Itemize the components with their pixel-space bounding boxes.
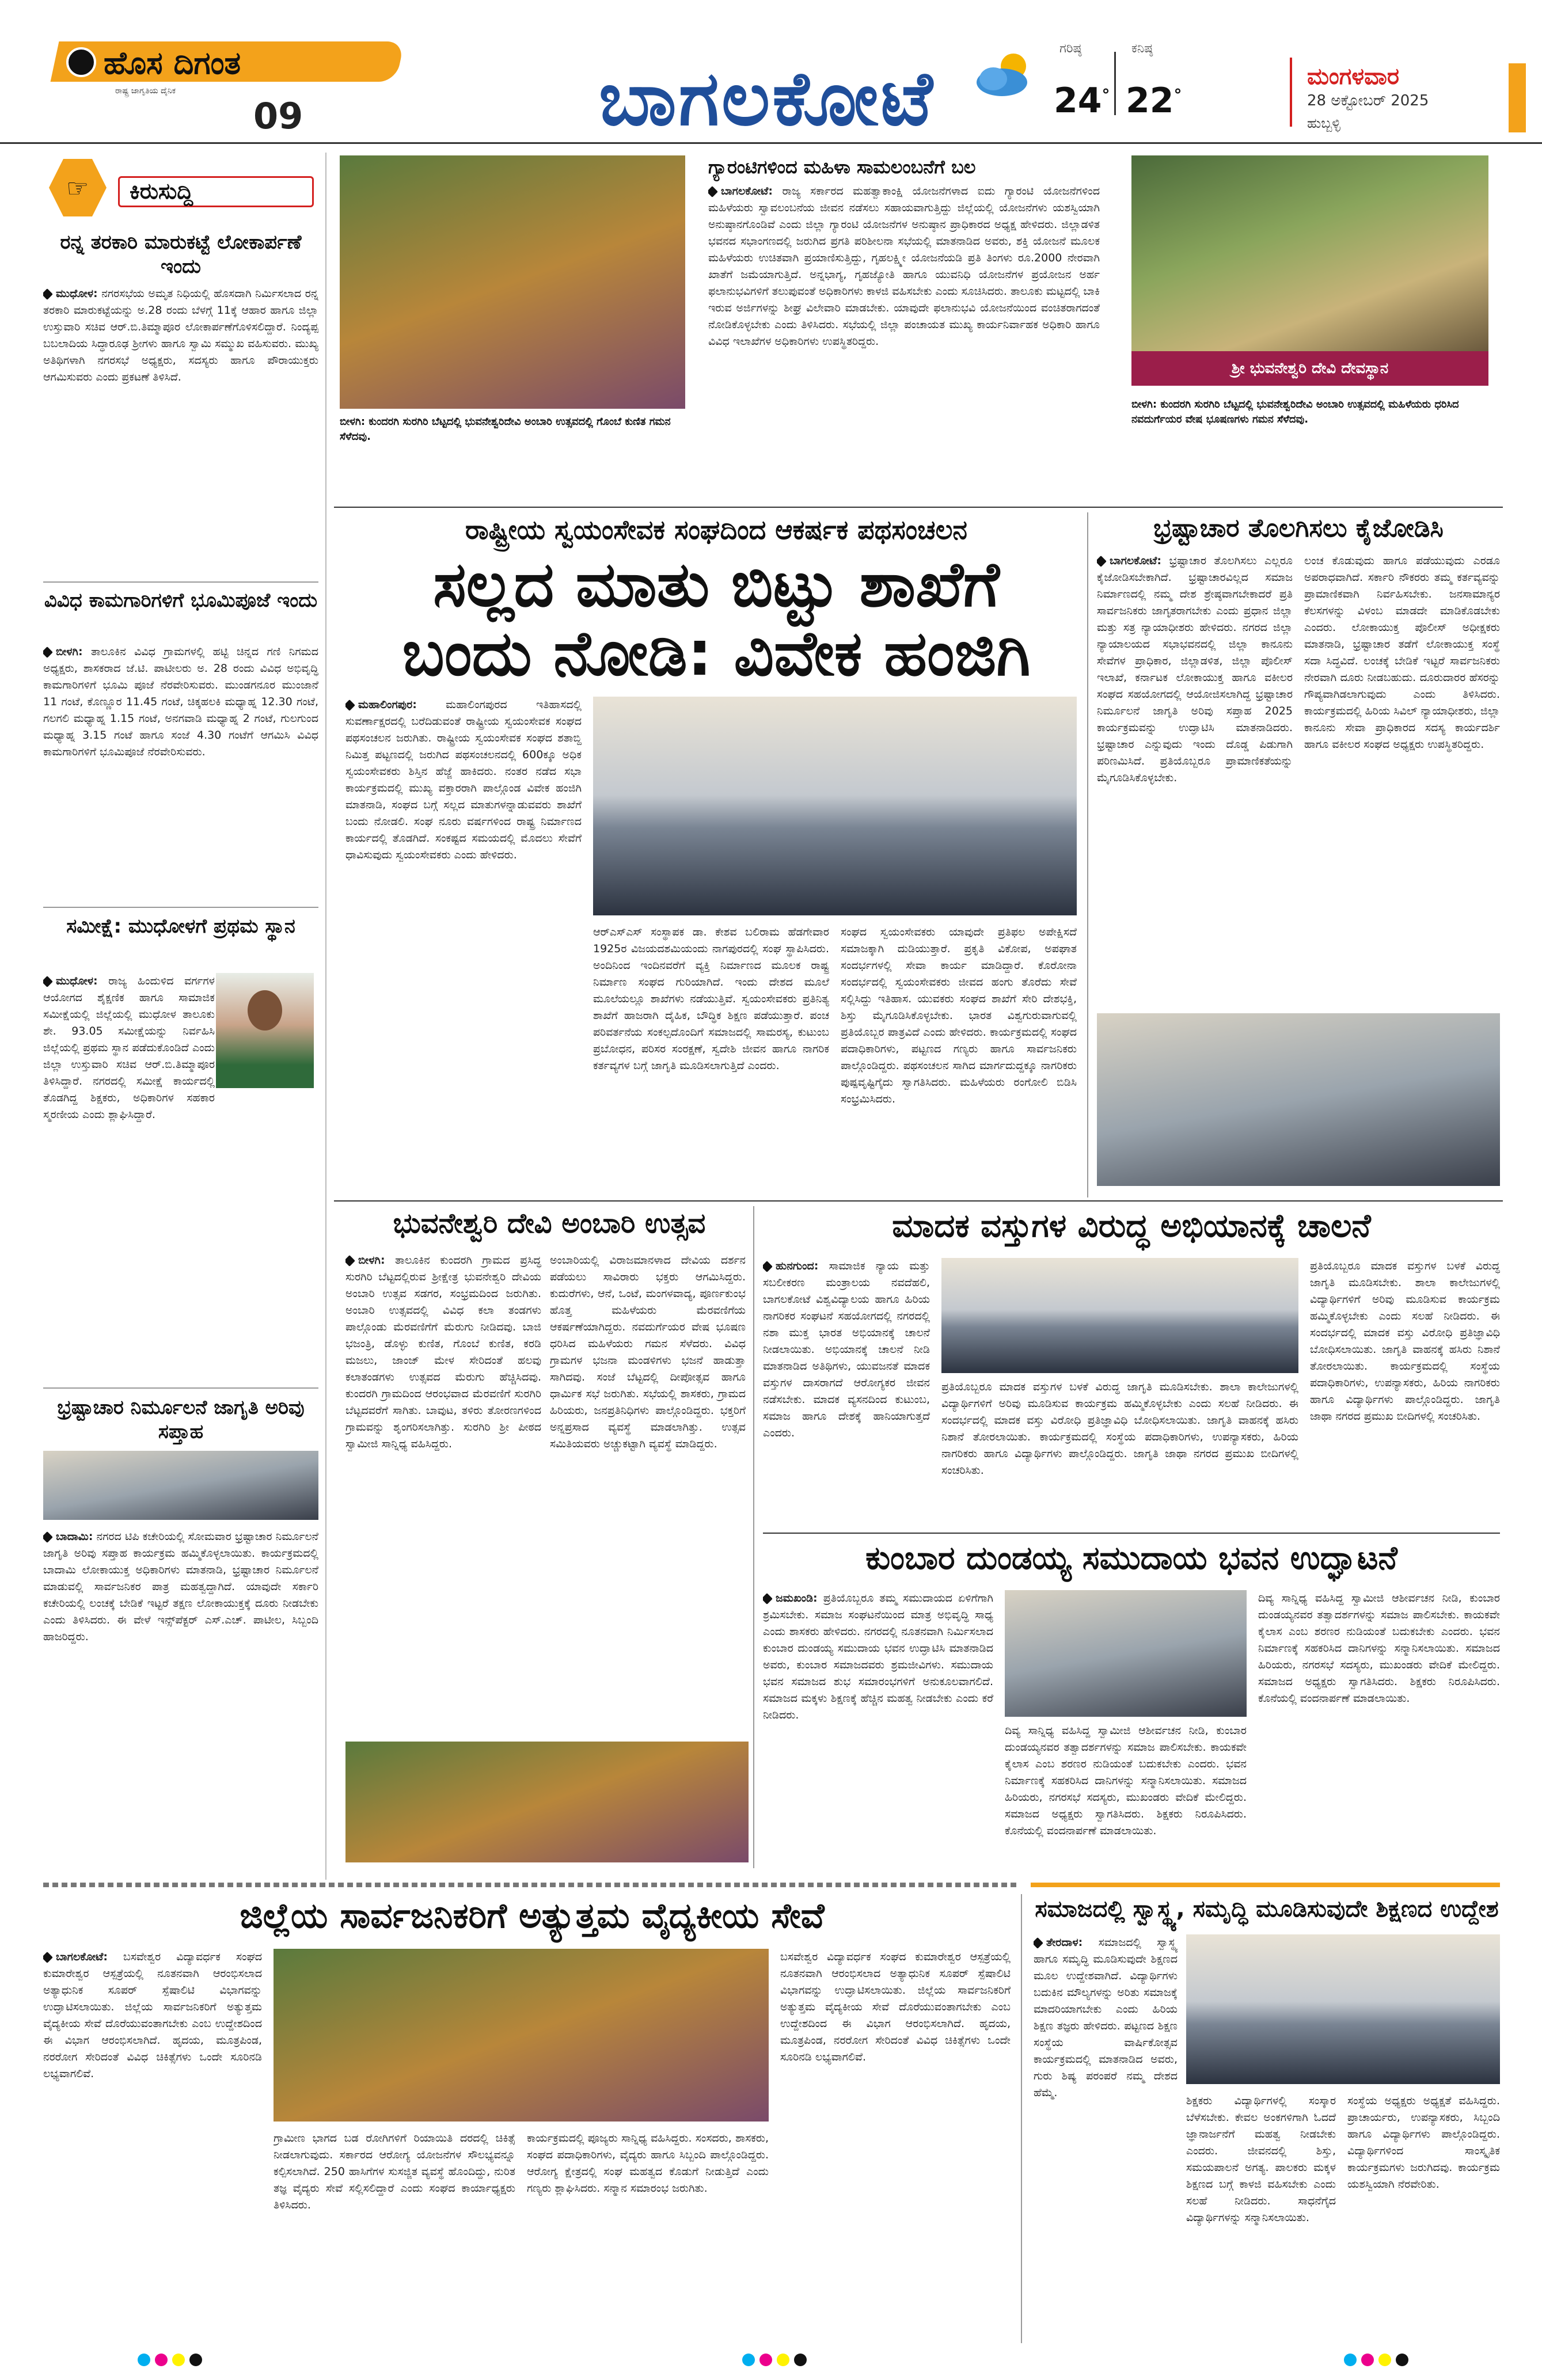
education-story (1034, 1894, 1500, 2343)
medical-col4: ಬಸವೇಶ್ವರ ವಿದ್ಯಾವರ್ಧಕ ಸಂಘದ ಕುಮಾರೇಶ್ವರ ಆಸ್ಪತ್ರೆಯಲ್ಲಿ ನೂತನವಾಗಿ ಆರಂಭಿಸಲಾದ ಅತ್ಯಾಧುನಿಕ ಸೂಪರ್ ಸ್ಪೆಷಾಲಿಟಿ ವಿಭಾಗವನ್ನು ಉದ್ಘಾಟಿಸಲಾಯಿತು. ಜಿಲ್ಲೆಯ ಸಾರ್ವಜನಿಕರಿಗೆ ಅತ್ಯುತ್ತಮ ವೈದ್ಯಕೀಯ ಸೇವೆ ದೊರೆಯುವಂತಾಗಬೇಕು ಎಂಬ ಉದ್ದೇಶದಿಂದ ಈ ವಿಭಾಗ ಆರಂಭಿಸಲಾಗಿದೆ. ಹೃದಯ, ಮೂತ್ರಪಿಂಡ, ನರರೋಗ ಸೇರಿದಂತೆ ವಿವಿಧ ಚಿಕಿತ್ಸೆಗಳು ಒಂದೇ ಸೂರಿನಡಿ ಲಭ್ಯವಾಗಲಿವೆ. (780, 1951, 1011, 2063)
masthead (0, 0, 1542, 144)
medical-headline: ಜಿಲ್ಲೆಯ ಸಾರ್ವಜನಿಕರಿಗೆ ಅತ್ಯುತ್ತಮ ವೈದ್ಯಕೀಯ ಸೇವೆ (240, 1896, 825, 1936)
article-body: ನಗರದ ಟಿಪಿ ಕಚೇರಿಯಲ್ಲಿ ಸೋಮವಾರ ಭ್ರಷ್ಟಾಚಾರ ನಿರ್ಮೂಲನೆ ಜಾಗೃತಿ ಅರಿವು ಸಪ್ತಾಹ ಕಾರ್ಯಕ್ರಮ ಹಮ್ಮಿಕೊಳ್ಳಲಾಯಿತು. ಕಾರ್ಯಕ್ರಮದಲ್ಲಿ ಬಾದಾಮಿ ಲೋಕಾಯುಕ್ತ ಅಧಿಕಾರಿಗಳು ಮಾತನಾಡಿ, ಭ್ರಷ್ಟಾಚಾರ ನಿರ್ಮೂಲನೆ ಮಾಡುವಲ್ಲಿ ಸಾರ್ವಜನಿಕರ ಪಾತ್ರ ಮಹತ್ವದ್ದಾಗಿದೆ. ಯಾವುದೇ ಸರ್ಕಾರಿ ಕಚೇರಿಯಲ್ಲಿ ಲಂಚಕ್ಕೆ ಬೇಡಿಕೆ ಇಟ್ಟರೆ ತಕ್ಷಣ ಲೋಕಾಯುಕ್ತಕ್ಕೆ ದೂರು ನೀಡಬೇಕು ಎಂದು ತಿಳಿಸಿದರು. ಈ ವೇಳೆ ಇನ್ಸ್‌ಪೆಕ್ಟರ್ ಎಸ್.ಎಚ್. ಪಾಟೀಲ, ಸಿಬ್ಬಂದಿ ಹಾಜರಿದ್ದರು. (43, 1530, 318, 1643)
education-col1 (1034, 1934, 1178, 2337)
min-temp-label: ಕನಿಷ್ಠ (1131, 41, 1153, 56)
article-body: ಪ್ರತಿಯೊಬ್ಬರೂ ತಮ್ಮ ಸಮುದಾಯದ ಏಳಿಗೆಗಾಗಿ ಶ್ರಮಿಸಬೇಕು. ಸಮಾಜ ಸಂಘಟನೆಯಿಂದ ಮಾತ್ರ ಅಭಿವೃದ್ಧಿ ಸಾಧ್ಯ ಎಂದು ಶಾಸಕರು ಹೇಳಿದರು. ನಗರದಲ್ಲಿ ನೂತನವಾಗಿ ನಿರ್ಮಿಸಲಾದ ಕುಂಬಾರ ದುಂಡಯ್ಯ ಸಮುದಾಯ ಭವನ ಉದ್ಘಾಟಿಸಿ ಮಾತನಾಡಿದ ಅವರು, ಕುಂಬಾರ ಸಮಾಜದವರು ಶ್ರಮಜೀವಿಗಳು. ಸಮುದಾಯ ಭವನ ಸಮಾಜದ ಶುಭ ಸಮಾರಂಭಗಳಿಗೆ ಅನುಕೂಲವಾಗಲಿದೆ. ಸಮಾಜದ ಮಕ್ಕಳು ಶಿಕ್ಷಣಕ್ಕೆ ಹೆಚ್ಚಿನ ಮಹತ್ವ ನೀಡಬೇಕು ಎಂದು ಕರೆ ನೀಡಿದರು. (763, 1592, 993, 1721)
main-headline-line1: ಸಲ್ಲದ ಮಾತು ಬಿಟ್ಟು ಶಾಖೆಗೆ (433, 549, 1000, 621)
sidebar-headline-4: ಭ್ರಷ್ಟಾಚಾರ ನಿರ್ಮೂಲನೆ ಜಾಗೃತಿ ಅರಿವು ಸಪ್ತಾಹ (57, 1396, 305, 1443)
section-rule-accent (1031, 1883, 1500, 1887)
ambari-procession-photo (345, 1742, 749, 1862)
education-col3: ಸಂಸ್ಥೆಯ ಅಧ್ಯಕ್ಷರು ಅಧ್ಯಕ್ಷತೆ ವಹಿಸಿದ್ದರು. ಪ್ರಾಚಾರ್ಯರು, ಉಪನ್ಯಾಸಕರು, ಸಿಬ್ಬಂದಿ ಹಾಗೂ ವಿದ್ಯಾರ್ಥಿಗಳು ಪಾಲ್ಗೊಂಡಿದ್ದರು. ವಿದ್ಯಾರ್ಥಿಗಳಿಂದ ಸಾಂಸ್ಕೃತಿಕ ಕಾರ್ಯಕ್ರಮಗಳು ಜರುಗಿದವು. ಕಾರ್ಯಕ್ರಮ ಯಶಸ್ವಿಯಾಗಿ ನೆರವೇರಿತು. (1347, 2094, 1500, 2191)
guarantee-headline: ಗ್ಯಾರಂಟಿಗಳಿಂದ ಮಹಿಳಾ ಸಾಮಲಂಬನೆಗೆ ಬಲ (708, 156, 976, 178)
dateline: ಬಾಗಲಕೋಟೆ: (1110, 554, 1161, 567)
education-event-photo (1186, 1934, 1500, 2084)
bhuvaneshwari-col2: ಅಂಬಾರಿಯಲ್ಲಿ ವಿರಾಜಮಾನಳಾದ ದೇವಿಯ ದರ್ಶನ ಪಡೆಯಲು ಸಾವಿರಾರು ಭಕ್ತರು ಆಗಮಿಸಿದ್ದರು. ಕುದುರೆಗಳು, ಆನೆ, ಒಂಟೆ, ಮಂಗಳವಾದ್ಯ, ಪೂರ್ಣಕುಂಭ ಹೊತ್ತ ಮಹಿಳೆಯರು ಮೆರವಣಿಗೆಯ ಆಕರ್ಷಣೆಯಾಗಿದ್ದರು. ನವದುರ್ಗೆಯರ ವೇಷ ಭೂಷಣ ಧರಿಸಿದ ಮಹಿಳೆಯರು ಗಮನ ಸೆಳೆದರು. ವಿವಿಧ ಗ್ರಾಮಗಳ ಭಜನಾ ಮಂಡಳಿಗಳು ಭಜನೆ ಹಾಡುತ್ತಾ ಸಾಗಿದವು. ಸಂಜೆ ಬೆಟ್ಟದಲ್ಲಿ ದೀಪೋತ್ಸವ ಹಾಗೂ ಧಾರ್ಮಿಕ ಸಭೆ ಜರುಗಿತು. ಸಭೆಯಲ್ಲಿ ಶಾಸಕರು, ಗ್ರಾಮದ ಹಿರಿಯರು, ಜನಪ್ರತಿನಿಧಿಗಳು ಪಾಲ್ಗೊಂಡಿದ್ದರು. ಭಕ್ತರಿಗೆ ಅನ್ನಪ್ರಸಾದ ವ್ಯವಸ್ಥೆ ಮಾಡಲಾಗಿತ್ತು. ಉತ್ಸವ ಸಮಿತಿಯವರು ಅಚ್ಚುಕಟ್ಟಾಗಿ ವ್ಯವಸ್ಥೆ ಮಾಡಿದ್ದರು. (550, 1254, 746, 1450)
kumbara-col1 (763, 1590, 993, 1866)
dateline: ಬಾಗಲಕೋಟೆ: (56, 1951, 108, 1963)
weather-cloud-sun-icon (973, 49, 1036, 101)
awareness-photo (43, 1451, 318, 1520)
education-headline: ಸಮಾಜದಲ್ಲಿ ಸ್ವಾಸ್ಥ್ಯ, ಸಮೃದ್ಧಿ ಮೂಡಿಸುವುದೇ ಶಿಕ್ಷಣದ ಉದ್ದೇಶ (1035, 1896, 1499, 1922)
education-col2: ಶಿಕ್ಷಕರು ವಿದ್ಯಾರ್ಥಿಗಳಲ್ಲಿ ಸಂಸ್ಕಾರ ಬೆಳೆಸಬೇಕು. ಕೇವಲ ಅಂಕಗಳಿಗಾಗಿ ಓದದೆ ಜ್ಞಾನಾರ್ಜನೆಗೆ ಮಹತ್ವ ನೀಡಬೇಕು ಎಂದರು. ಜೀವನದಲ್ಲಿ ಶಿಸ್ತು, ಸಮಯಪಾಲನೆ ಅಗತ್ಯ. ಪಾಲಕರು ಮಕ್ಕಳ ಶಿಕ್ಷಣದ ಬಗ್ಗೆ ಕಾಳಜಿ ವಹಿಸಬೇಕು ಎಂದು ಸಲಹೆ ನೀಡಿದರು. ಸಾಧನೆಗೈದ ವಿದ್ಯಾರ್ಥಿಗಳನ್ನು ಸನ್ಮಾನಿಸಲಾಯಿತು. (1186, 2094, 1336, 2224)
kumbara-col2: ದಿವ್ಯ ಸಾನ್ನಿಧ್ಯ ವಹಿಸಿದ್ದ ಸ್ವಾಮೀಜಿ ಆಶೀರ್ವಚನ ನೀಡಿ, ಕುಂಬಾರ ದುಂಡಯ್ಯನವರ ತತ್ವಾದರ್ಶಗಳನ್ನು ಸಮಾಜ ಪಾಲಿಸಬೇಕು. ಕಾಯಕವೇ ಕೈಲಾಸ ಎಂಬ ಶರಣರ ನುಡಿಯಂತೆ ಬದುಕಬೇಕು ಎಂದರು. ಭವನ ನಿರ್ಮಾಣಕ್ಕೆ ಸಹಕರಿಸಿದ ದಾನಿಗಳನ್ನು ಸನ್ಮಾನಿಸಲಾಯಿತು. ಸಮಾಜದ ಹಿರಿಯರು, ನಗರಸಭೆ ಸದಸ್ಯರು, ಮುಖಂಡರು ವೇದಿಕೆ ಮೇಲಿದ್ದರು. ಸಮಾಜದ ಅಧ್ಯಕ್ಷರು ಸ್ವಾಗತಿಸಿದರು. ಶಿಕ್ಷಕರು ನಿರೂಪಿಸಿದರು. ಕೊನೆಯಲ್ಲಿ ವಂದನಾರ್ಪಣೆ ಮಾಡಲಾಯಿತು. (1005, 1724, 1247, 1837)
bhuvaneshwari-headline: ಭುವನೇಶ್ವರಿ ದೇವಿ ಅಂಬಾರಿ ಉತ್ಸವ (393, 1207, 706, 1240)
divider (43, 1387, 318, 1389)
hospital-inauguration-photo (274, 1949, 769, 2122)
rss-gathering-photo (593, 697, 1077, 915)
guarantee-body (708, 183, 1100, 494)
kumbara-story (763, 1538, 1500, 1872)
brand-name: ಹೊಸ ದಿಗಂತ (104, 45, 241, 81)
article-body: ಭ್ರಷ್ಟಾಚಾರ ತೊಲಗಿಸಲು ಎಲ್ಲರೂ ಕೈಜೋಡಿಸಬೇಕಾಗಿದೆ. ಭ್ರಷ್ಟಾಚಾರವಿಲ್ಲದ ಸಮಾಜ ನಿರ್ಮಾಣದಲ್ಲಿ ನಮ್ಮ ದೇಶ ಶ್ರೇಷ್ಠವಾಗಬೇಕಾದರೆ ಪ್ರತಿ ಸಾರ್ವಜನಿಕರು ಜಾಗೃತರಾಗಬೇಕು ಎಂದು ಪ್ರಧಾನ ಜಿಲ್ಲಾ ಮತ್ತು ಸತ್ರ ನ್ಯಾಯಾಧೀಶರು ಹೇಳಿದರು. ನಗರದ ಜಿಲ್ಲಾ ನ್ಯಾಯಾಲಯದ ಸಭಾಭವನದಲ್ಲಿ ಜಿಲ್ಲಾ ಕಾನೂನು ಸೇವೆಗಳ ಪ್ರಾಧಿಕಾರ, ಜಿಲ್ಲಾಡಳಿತ, ಜಿಲ್ಲಾ ಪೊಲೀಸ್ ಇಲಾಖೆ, ಕರ್ನಾಟಕ ಲೋಕಾಯುಕ್ತ ಹಾಗೂ ವಕೀಲರ ಸಂಘದ ಸಹಯೋಗದಲ್ಲಿ ಆಯೋಜಿಸಲಾಗಿದ್ದ ಭ್ರಷ್ಟಾಚಾರ ನಿರ್ಮೂಲನೆ ಜಾಗೃತಿ ಅರಿವು ಸಪ್ತಾಹ 2025 ಕಾರ್ಯಕ್ರಮವನ್ನು ಉದ್ಘಾಟಿಸಿ ಮಾತನಾಡಿದರು. ಭ್ರಷ್ಟಾಚಾರ ಎನ್ನುವುದು ಇಂದು ದೊಡ್ಡ ಪಿಡುಗಾಗಿ ಪರಿಣಮಿಸಿದೆ. ಪ್ರತಿಯೊಬ್ಬರೂ ಪ್ರಾಮಾಣಿಕತೆಯನ್ನು ಮೈಗೂಡಿಸಿಕೊಳ್ಳಬೇಕು. (1097, 554, 1293, 784)
main-story-col3: ಸಂಘದ ಸ್ವಯಂಸೇವಕರು ಯಾವುದೇ ಪ್ರತಿಫಲ ಅಪೇಕ್ಷಿಸದೆ ಸಮಾಜಕ್ಕಾಗಿ ದುಡಿಯುತ್ತಾರೆ. ಪ್ರಕೃತಿ ವಿಕೋಪ, ಅಪಘಾತ ಸಂದರ್ಭಗಳಲ್ಲಿ ಸೇವಾ ಕಾರ್ಯ ಮಾಡಿದ್ದಾರೆ. ಕೊರೋನಾ ಸಂದರ್ಭದಲ್ಲಿ ಸ್ವಯಂಸೇವಕರು ಜೀವದ ಹಂಗು ತೊರೆದು ಸೇವೆ ಸಲ್ಲಿಸಿದ್ದು ಇತಿಹಾಸ. ಯುವಕರು ಸಂಘದ ಶಾಖೆಗೆ ಸೇರಿ ದೇಶಭಕ್ತಿ, ಶಿಸ್ತು ಮೈಗೂಡಿಸಿಕೊಳ್ಳಬೇಕು. ಭಾರತ ವಿಶ್ವಗುರುವಾಗುವಲ್ಲಿ ಪ್ರತಿಯೊಬ್ಬರ ಪಾತ್ರವಿದೆ ಎಂದು ಹೇಳಿದರು. ಕಾರ್ಯಕ್ರಮದಲ್ಲಿ ಸಂಘದ ಪದಾಧಿಕಾರಿಗಳು, ಪಟ್ಟಣದ ಗಣ್ಯರು ಹಾಗೂ ಸಾರ್ವಜನಿಕರು ಪಾಲ್ಗೊಂಡಿದ್ದರು. ಪಥಸಂಚಲನ ಸಾಗಿದ ಮಾರ್ಗದುದ್ದಕ್ಕೂ ನಾಗರಿಕರು ಪುಷ್ಪವೃಷ್ಟಿಗೈದು ಸ್ವಾಗತಿಸಿದರು. ಮಹಿಳೆಯರು ರಂಗೋಲಿ ಬಿಡಿಸಿ ಸಂಭ್ರಮಿಸಿದರು. (841, 926, 1077, 1105)
min-temp-value: 22° (1126, 81, 1182, 121)
article-body: ಬಸವೇಶ್ವರ ವಿದ್ಯಾವರ್ಧಕ ಸಂಘದ ಕುಮಾರೇಶ್ವರ ಆಸ್ಪತ್ರೆಯಲ್ಲಿ ನೂತನವಾಗಿ ಆರಂಭಿಸಲಾದ ಅತ್ಯಾಧುನಿಕ ಸೂಪರ್ ಸ್ಪೆಷಾಲಿಟಿ ವಿಭಾಗವನ್ನು ಉದ್ಘಾಟಿಸಲಾಯಿತು. ಜಿಲ್ಲೆಯ ಸಾರ್ವಜನಿಕರಿಗೆ ಅತ್ಯುತ್ತಮ ವೈದ್ಯಕೀಯ ಸೇವೆ ದೊರೆಯುವಂತಾಗಬೇಕು ಎಂಬ ಉದ್ದೇಶದಿಂದ ಈ ವಿಭಾಗ ಆರಂಭಿಸಲಾಗಿದೆ. ಹೃದಯ, ಮೂತ್ರಪಿಂಡ, ನರರೋಗ ಸೇರಿದಂತೆ ವಿವಿಧ ಚಿಕಿತ್ಸೆಗಳು ಒಂದೇ ಸೂರಿನಡಿ ಲಭ್ಯವಾಗಲಿವೆ. (43, 1951, 262, 2080)
edition-city: ಹುಬ್ಬಳ್ಳಿ (1307, 115, 1340, 131)
article-body: ತಾಲೂಕಿನ ವಿವಿಧ ಗ್ರಾಮಗಳಲ್ಲಿ ಹಟ್ಟಿ ಚಿನ್ನದ ಗಣಿ ನಿಗಮದ ಅಧ್ಯಕ್ಷರು, ಶಾಸಕರಾದ ಜೆ.ಟಿ. ಪಾಟೀಲರು ಅ. 28 ರಂದು ವಿವಿಧ ಅಭಿವೃದ್ಧಿ ಕಾಮಗಾರಿಗಳಿಗೆ ಭೂಮಿ ಪೂಜೆ ನೆರವೇರಿಸುವರು. ಮುಂಡಗನೂರ ಮುಂಜಾನೆ 11 ಗಂಟೆ, ಕೊಣ್ಣೂರ 11.45 ಗಂಟೆ, ಚಿಕ್ಕಹಲಕಿ ಮಧ್ಯಾಹ್ನ 12.30 ಗಂಟೆ, ಗಲಗಲಿ ಮಧ್ಯಾಹ್ನ 1.15 ಗಂಟೆ, ಅನಗವಾಡಿ ಮಧ್ಯಾಹ್ನ 2 ಗಂಟೆ, ಗುಲಗುಂದ ಮಧ್ಯಾಹ್ನ 3.15 ಗಂಟೆ ಹಾಗೂ ಸಂಜೆ 4.30 ಗಂಟೆಗೆ ಆಗಮಿಸಿ ವಿವಿಧ ಕಾಮಗಾರಿಗಳಿಗೆ ಭೂಮಿಪೂಜೆ ನೆರವೇರಿಸುವರು. (43, 645, 318, 758)
edition-city-title: ಬಾಗಲಕೋಟೆ (599, 55, 935, 142)
brand-tagline: ರಾಷ್ಟ್ರ ಜಾಗೃತಿಯ ದೈನಿಕ (115, 86, 176, 96)
date-text: 28 ಅಕ್ಟೋಬರ್ 2025 (1307, 92, 1429, 109)
dateline: ಮಹಾಲಿಂಗಪುರ: (358, 698, 417, 711)
page-number: 09 (253, 95, 303, 137)
brand-logo-icon (66, 47, 96, 77)
medical-story (43, 1894, 1022, 2343)
registration-marks-center (740, 2354, 809, 2368)
navadurga-women-photo (1131, 155, 1488, 351)
day-name: ಮಂಗಳವಾರ (1307, 63, 1400, 90)
kumbara-event-photo (1005, 1590, 1247, 1717)
drugs-campaign-photo (941, 1258, 1298, 1373)
article-body: ನಗರಸಭೆಯ ಅಮೃತ ನಿಧಿಯಲ್ಲಿ ಹೊಸದಾಗಿ ನಿರ್ಮಿಸಲಾದ ರನ್ನ ತರಕಾರಿ ಮಾರುಕಟ್ಟೆಯನ್ನು ಅ.28 ರಂದು ಬೆಳಗ್ಗೆ 11ಕ್ಕೆ ಆಹಾರ ಹಾಗೂ ಜಿಲ್ಲಾ ಉಸ್ತುವಾರಿ ಸಚಿವ ಆರ್.ಬಿ.ತಿಮ್ಮಾಪೂರ ಲೋಕಾರ್ಪಣೆಗೊಳಿಸಲಿದ್ದಾರೆ. ನಿಂದ್ಯಪ್ಪ ಬಬಲಾದಿಯ ಸಿದ್ಧಾರೂಢ ಶ್ರೀಗಳು ಹಾಗೂ ಸ್ವಾಮಿ ಸಮ್ಮುಖ ವಹಿಸುವರು. ಮುಖ್ಯ ಅತಿಥಿಗಳಾಗಿ ನಗರಸಭೆ ಅಧ್ಯಕ್ಷರು, ಸದಸ್ಯರು ಹಾಗೂ ಪೌರಾಯುಕ್ತರು ಆಗಮಿಸುವರು ಎಂದು ಪ್ರಕಟಣೆ ತಿಳಿಸಿದೆ. (43, 287, 318, 383)
guarantee-article (708, 155, 1100, 501)
sidebar-headline-3: ಸಮೀಕ್ಷೆ: ಮುಧೋಳಗೆ ಪ್ರಥಮ ಸ್ಥಾನ (66, 915, 295, 938)
column-divider (325, 153, 326, 1880)
sidebar-headline-1: ರನ್ನ ತರಕಾರಿ ಮಾರುಕಟ್ಟೆ ಲೋಕಾರ್ಪಣೆ ಇಂದು (60, 231, 302, 278)
dateline: ತೇರದಾಳ: (1046, 1936, 1083, 1949)
main-story (345, 512, 1088, 1197)
corruption-headline: ಭ್ರಷ್ಟಾಚಾರ ತೊಲಗಿಸಲು ಕೈಜೋಡಿಸಿ (1153, 514, 1444, 543)
hand-point-icon: ☞ (66, 174, 89, 203)
bhuvaneshwari-col1 (345, 1252, 541, 1730)
kumbara-col3: ದಿವ್ಯ ಸಾನ್ನಿಧ್ಯ ವಹಿಸಿದ್ದ ಸ್ವಾಮೀಜಿ ಆಶೀರ್ವಚನ ನೀಡಿ, ಕುಂಬಾರ ದುಂಡಯ್ಯನವರ ತತ್ವಾದರ್ಶಗಳನ್ನು ಸಮಾಜ ಪಾಲಿಸಬೇಕು. ಕಾಯಕವೇ ಕೈಲಾಸ ಎಂಬ ಶರಣರ ನುಡಿಯಂತೆ ಬದುಕಬೇಕು ಎಂದರು. ಭವನ ನಿರ್ಮಾಣಕ್ಕೆ ಸಹಕರಿಸಿದ ದಾನಿಗಳನ್ನು ಸನ್ಮಾನಿಸಲಾಯಿತು. ಸಮಾಜದ ಹಿರಿಯರು, ನಗರಸಭೆ ಸದಸ್ಯರು, ಮುಖಂಡರು ವೇದಿಕೆ ಮೇಲಿದ್ದರು. ಸಮಾಜದ ಅಧ್ಯಕ್ಷರು ಸ್ವಾಗತಿಸಿದರು. ಶಿಕ್ಷಕರು ನಿರೂಪಿಸಿದರು. ಕೊನೆಯಲ್ಲಿ ವಂದನಾರ್ಪಣೆ ಮಾಡಲಾಯಿತು. (1258, 1592, 1500, 1705)
drugs-col1 (763, 1258, 930, 1523)
dateline: ಬಾಗಲಕೋಟೆ: (721, 185, 773, 197)
temple-banner: ಶ್ರೀ ಭುವನೇಶ್ವರಿ ದೇವಿ ದೇವಸ್ಥಾನ (1131, 351, 1488, 386)
medical-col3: ಕಾರ್ಯಕ್ರಮದಲ್ಲಿ ಪೂಜ್ಯರು ಸಾನ್ನಿಧ್ಯ ವಹಿಸಿದ್ದರು. ಸಂಸದರು, ಶಾಸಕರು, ಸಂಘದ ಪದಾಧಿಕಾರಿಗಳು, ವೈದ್ಯರು ಹಾಗೂ ಸಿಬ್ಬಂದಿ ಪಾಲ್ಗೊಂಡಿದ್ದರು. ಆರೋಗ್ಯ ಕ್ಷೇತ್ರದಲ್ಲಿ ಸಂಘ ಮಹತ್ವದ ಕೊಡುಗೆ ನೀಡುತ್ತಿದೆ ಎಂದು ಗಣ್ಯರು ಶ್ಲಾಘಿಸಿದರು. ಸನ್ಮಾನ ಸಮಾರಂಭ ಜರುಗಿತು. (527, 2132, 769, 2195)
corruption-col2: ಲಂಚ ಕೊಡುವುದು ಹಾಗೂ ಪಡೆಯುವುದು ಎರಡೂ ಅಪರಾಧವಾಗಿದೆ. ಸರ್ಕಾರಿ ನೌಕರರು ತಮ್ಮ ಕರ್ತವ್ಯವನ್ನು ಪ್ರಾಮಾಣಿಕವಾಗಿ ನಿರ್ವಹಿಸಬೇಕು. ಜನಸಾಮಾನ್ಯರ ಕೆಲಸಗಳನ್ನು ವಿಳಂಬ ಮಾಡದೇ ಮಾಡಿಕೊಡಬೇಕು ಎಂದರು. ಲೋಕಾಯುಕ್ತ ಪೊಲೀಸ್ ಅಧೀಕ್ಷಕರು ಮಾತನಾಡಿ, ಭ್ರಷ್ಟಾಚಾರ ತಡೆಗೆ ಲೋಕಾಯುಕ್ತ ಸಂಸ್ಥೆ ಸದಾ ಸಿದ್ಧವಿದೆ. ಲಂಚಕ್ಕೆ ಬೇಡಿಕೆ ಇಟ್ಟರೆ ಸಾರ್ವಜನಿಕರು ನೇರವಾಗಿ ದೂರು ನೀಡಬಹುದು. ದೂರುದಾರರ ಹೆಸರನ್ನು ಗೌಪ್ಯವಾಗಿಡಲಾಗುವುದು ಎಂದು ತಿಳಿಸಿದರು. ಕಾರ್ಯಕ್ರಮದಲ್ಲಿ ಹಿರಿಯ ಸಿವಿಲ್ ನ್ಯಾಯಾಧೀಶರು, ಜಿಲ್ಲಾ ಕಾನೂನು ಸೇವಾ ಪ್ರಾಧಿಕಾರದ ಸದಸ್ಯ ಕಾರ್ಯದರ್ಶಿ ಹಾಗೂ ವಕೀಲರ ಸಂಘದ ಅಧ್ಯಕ್ಷರು ಉಪಸ್ಥಿತರಿದ್ದರು. (1304, 554, 1500, 751)
dateline: ಜಮಖಂಡಿ: (776, 1592, 818, 1605)
sidebar-article-2 (43, 644, 318, 908)
main-kicker: ರಾಷ್ಟ್ರೀಯ ಸ್ವಯಂಸೇವಕ ಸಂಘದಿಂದ ಆಕರ್ಷಕ ಪಥಸಂಚಲನ (465, 514, 967, 545)
temp-divider (1114, 52, 1116, 115)
main-story-col1 (345, 697, 582, 1192)
dateline: ಮುಧೋಳ: (56, 975, 98, 987)
ambari-dolls-photo (340, 155, 685, 409)
corruption-story (1097, 512, 1500, 1197)
sidebar-article-3 (43, 973, 318, 1330)
max-temp-value: 24° (1054, 81, 1110, 121)
article-body: ಮಹಾಲಿಂಗಪುರದ ಇತಿಹಾಸದಲ್ಲಿ ಸುವರ್ಣಾಕ್ಷರದಲ್ಲಿ ಬರೆದಿಡುವಂತೆ ರಾಷ್ಟ್ರೀಯ ಸ್ವಯಂಸೇವಕ ಸಂಘದ ಪಥಸಂಚಲನ ಜರುಗಿತು. ರಾಷ್ಟ್ರೀಯ ಸ್ವಯಂಸೇವಕ ಸಂಘದ ಶತಾಬ್ದಿ ನಿಮಿತ್ತ ಪಟ್ಟಣದಲ್ಲಿ ಜರುಗಿದ ಪಥಸಂಚಲನದಲ್ಲಿ 600ಕ್ಕೂ ಅಧಿಕ ಸ್ವಯಂಸೇವಕರು ಶಿಸ್ತಿನ ಹೆಜ್ಜೆ ಹಾಕಿದರು. ನಂತರ ನಡೆದ ಸಭಾ ಕಾರ್ಯಕ್ರಮದಲ್ಲಿ ಮುಖ್ಯ ವಕ್ತಾರರಾಗಿ ಪಾಲ್ಗೊಂಡ ವಿವೇಕ ಹಂಜಿಗಿ ಮಾತನಾಡಿ, ಸಂಘದ ಬಗ್ಗೆ ಸಲ್ಲದ ಮಾತುಗಳನ್ನಾಡುವವರು ಶಾಖೆಗೆ ಬಂದು ನೋಡಲಿ. ಸಂಘ ನೂರು ವರ್ಷಗಳಿಂದ ರಾಷ್ಟ್ರ ನಿರ್ಮಾಣದ ಕಾರ್ಯದಲ್ಲಿ ತೊಡಗಿದೆ. ಸಂಕಷ್ಟದ ಸಮಯದಲ್ಲಿ ಮೊದಲು ಸೇವೆಗೆ ಧಾವಿಸುವುದು ಸ್ವಯಂಸೇವಕರು ಎಂದು ಹೇಳಿದರು. (345, 698, 582, 861)
drugs-headline: ಮಾದಕ ವಸ್ತುಗಳ ವಿರುದ್ಧ ಅಭಿಯಾನಕ್ಕೆ ಚಾಲನೆ (892, 1207, 1371, 1245)
divider (43, 907, 318, 908)
divider (763, 1533, 1500, 1534)
bhuvaneshwari-story (345, 1206, 754, 1868)
article-body: ತಾಲೂಕಿನ ಕುಂದರಗಿ ಗ್ರಾಮದ ಪ್ರಸಿದ್ಧ ಸುರಗಿರಿ ಬೆಟ್ಟದಲ್ಲಿರುವ ಶ್ರೀಕ್ಷೇತ್ರ ಭುವನೇಶ್ವರಿ ದೇವಿಯ ಅಂಬಾರಿ ಉತ್ಸವ ಸಡಗರ, ಸಂಭ್ರಮದಿಂದ ಜರುಗಿತು. ಅಂಬಾರಿ ಉತ್ಸವದಲ್ಲಿ ವಿವಿಧ ಕಲಾ ತಂಡಗಳು ಪಾಲ್ಗೊಂಡು ಮೆರವಣಿಗೆಗೆ ಮೆರುಗು ನೀಡಿದವು. ಬಾಜಿ ಭಜಂತ್ರಿ, ಡೊಳ್ಳು ಕುಣಿತ, ಗೊಂಬೆ ಕುಣಿತ, ಕರಡಿ ಮಜಲು, ಜಾಂಜ್ ಮೇಳ ಸೇರಿದಂತೆ ಹಲವು ಕಲಾತಂಡಗಳು ಉತ್ಸವದ ಮೆರುಗು ಹೆಚ್ಚಿಸಿದವು. ಕುಂದರಗಿ ಗ್ರಾಮದಿಂದ ಆರಂಭವಾದ ಮೆರವಣಿಗೆ ಸುರಗಿರಿ ಬೆಟ್ಟದವರೆಗೆ ಸಾಗಿತು. ಬಾವುಟ, ತಳಿರು ತೋರಣಗಳಿಂದ ಗ್ರಾಮವನ್ನು ಶೃಂಗರಿಸಲಾಗಿತ್ತು. ಸುರಗಿರಿ ಶ್ರೀ ಪೀಠದ ಸ್ವಾಮೀಜಿ ಸಾನ್ನಿಧ್ಯ ವಹಿಸಿದ್ದರು. (345, 1254, 541, 1450)
main-headline-line2: ಬಂದು ನೋಡಿ: ವಿವೇಕ ಹಂಜಿಗಿ (402, 618, 1031, 690)
drugs-col2: ಪ್ರತಿಯೊಬ್ಬರೂ ಮಾದಕ ವಸ್ತುಗಳ ಬಳಕೆ ವಿರುದ್ಧ ಜಾಗೃತಿ ಮೂಡಿಸಬೇಕು. ಶಾಲಾ ಕಾಲೇಜುಗಳಲ್ಲಿ ವಿದ್ಯಾರ್ಥಿಗಳಿಗೆ ಅರಿವು ಮೂಡಿಸುವ ಕಾರ್ಯಕ್ರಮ ಹಮ್ಮಿಕೊಳ್ಳಬೇಕು ಎಂದು ಸಲಹೆ ನೀಡಿದರು. ಈ ಸಂದರ್ಭದಲ್ಲಿ ಮಾದಕ ವಸ್ತು ವಿರೋಧಿ ಪ್ರತಿಜ್ಞಾವಿಧಿ ಬೋಧಿಸಲಾಯಿತು. ಜಾಗೃತಿ ವಾಹನಕ್ಕೆ ಹಸಿರು ನಿಶಾನೆ ತೋರಲಾಯಿತು. ಕಾರ್ಯಕ್ರಮದಲ್ಲಿ ಸಂಸ್ಥೆಯ ಪದಾಧಿಕಾರಿಗಳು, ಉಪನ್ಯಾಸಕರು, ಹಿರಿಯ ನಾಗರಿಕರು ಹಾಗೂ ವಿದ್ಯಾರ್ಥಿಗಳು ಪಾಲ್ಗೊಂಡಿದ್ದರು. ಜಾಗೃತಿ ಜಾಥಾ ನಗರದ ಪ್ರಮುಖ ಬೀದಿಗಳಲ್ಲಿ ಸಂಚರಿಸಿತು. (941, 1381, 1298, 1477)
drugs-col3: ಪ್ರತಿಯೊಬ್ಬರೂ ಮಾದಕ ವಸ್ತುಗಳ ಬಳಕೆ ವಿರುದ್ಧ ಜಾಗೃತಿ ಮೂಡಿಸಬೇಕು. ಶಾಲಾ ಕಾಲೇಜುಗಳಲ್ಲಿ ವಿದ್ಯಾರ್ಥಿಗಳಿಗೆ ಅರಿವು ಮೂಡಿಸುವ ಕಾರ್ಯಕ್ರಮ ಹಮ್ಮಿಕೊಳ್ಳಬೇಕು ಎಂದು ಸಲಹೆ ನೀಡಿದರು. ಈ ಸಂದರ್ಭದಲ್ಲಿ ಮಾದಕ ವಸ್ತು ವಿರೋಧಿ ಪ್ರತಿಜ್ಞಾವಿಧಿ ಬೋಧಿಸಲಾಯಿತು. ಜಾಗೃತಿ ವಾಹನಕ್ಕೆ ಹಸಿರು ನಿಶಾನೆ ತೋರಲಾಯಿತು. ಕಾರ್ಯಕ್ರಮದಲ್ಲಿ ಸಂಸ್ಥೆಯ ಪದಾಧಿಕಾರಿಗಳು, ಉಪನ್ಯಾಸಕರು, ಹಿರಿಯ ನಾಗರಿಕರು ಹಾಗೂ ವಿದ್ಯಾರ್ಥಿಗಳು ಪಾಲ್ಗೊಂಡಿದ್ದರು. ಜಾಗೃತಿ ಜಾಥಾ ನಗರದ ಪ್ರಮುಖ ಬೀದಿಗಳಲ್ಲಿ ಸಂಚರಿಸಿತು. (1310, 1260, 1500, 1423)
article-body: ರಾಜ್ಯ ಸರ್ಕಾರದ ಮಹತ್ವಾಕಾಂಕ್ಷಿ ಯೋಜನೆಗಳಾದ ಐದು ಗ್ಯಾರಂಟಿ ಯೋಜನೆಗಳಿಂದ ಮಹಿಳೆಯರು ಸ್ವಾವಲಂಬನೆಯ ಜೀವನ ನಡೆಸಲು ಸಹಾಯವಾಗುತ್ತಿದ್ದು ಜಿಲ್ಲೆಯಲ್ಲಿ ಯೋಜನೆಗಳು ಯಶಸ್ವಿಯಾಗಿ ಅನುಷ್ಠಾನಗೊಂಡಿವೆ ಎಂದು ಜಿಲ್ಲಾ ಗ್ಯಾರಂಟಿ ಯೋಜನೆಗಳ ಅನುಷ್ಠಾನ ಪ್ರಾಧಿಕಾರದ ಅಧ್ಯಕ್ಷ ಹೇಳಿದರು. ಜಿಲ್ಲಾಡಳಿತ ಭವನದ ಸಭಾಂಗಣದಲ್ಲಿ ಜರುಗಿದ ಪ್ರಗತಿ ಪರಿಶೀಲನಾ ಸಭೆಯಲ್ಲಿ ಮಾತನಾಡಿದ ಅವರು, ಶಕ್ತಿ ಯೋಜನೆ ಮೂಲಕ ಮಹಿಳೆಯರು ಉಚಿತವಾಗಿ ಪ್ರಯಾಣಿಸುತ್ತಿದ್ದು, ಗೃಹಲಕ್ಷ್ಮೀ ಯೋಜನೆಯಡಿ ಪ್ರತಿ ತಿಂಗಳು ರೂ.2000 ನೇರವಾಗಿ ಖಾತೆಗೆ ಜಮೆಯಾಗುತ್ತಿದೆ. ಅನ್ನಭಾಗ್ಯ, ಗೃಹಜ್ಯೋತಿ ಹಾಗೂ ಯುವನಿಧಿ ಯೋಜನೆಗಳ ಪ್ರಯೋಜನ ಅರ್ಹ ಫಲಾನುಭವಿಗಳಿಗೆ ತಲುಪುವಂತೆ ಅಧಿಕಾರಿಗಳು ಕಾಳಜಿ ವಹಿಸಬೇಕು ಎಂದು ಸೂಚಿಸಿದರು. ತಾಲೂಕು ಮಟ್ಟದಲ್ಲಿ ಬಾಕಿ ಇರುವ ಅರ್ಜಿಗಳನ್ನು ಶೀಘ್ರ ವಿಲೇವಾರಿ ಮಾಡಬೇಕು. ಯಾವುದೇ ಫಲಾನುಭವಿ ಯೋಜನೆಯಿಂದ ವಂಚಿತರಾಗದಂತೆ ನೋಡಿಕೊಳ್ಳಬೇಕು ಎಂದು ತಿಳಿಸಿದರು. ಸಭೆಯಲ್ಲಿ ಜಿಲ್ಲಾ ಪಂಚಾಯತ ಮುಖ್ಯ ಕಾರ್ಯನಿರ್ವಾಹಕ ಅಧಿಕಾರಿ ಹಾಗೂ ವಿವಿಧ ಇಲಾಖೆಗಳ ಅಧಿಕಾರಿಗಳು ಉಪಸ್ಥಿತರಿದ್ದರು. (708, 185, 1100, 348)
medical-col1 (43, 1949, 262, 2340)
corruption-event-photo (1097, 1013, 1500, 1186)
sidebar-article-1 (43, 286, 318, 596)
dateline: ಬಾದಾಮಿ: (56, 1530, 93, 1543)
date-divider (1290, 58, 1292, 127)
corner-tab (1509, 63, 1526, 132)
max-temp-label: ಗರಿಷ್ಠ (1059, 41, 1082, 56)
dateline: ಮುಧೋಳ: (56, 287, 98, 300)
photo-caption-left: ಬೀಳಗಿ: ಕುಂದರಗಿ ಸುರಗಿರಿ ಬೆಟ್ಟದಲ್ಲಿ ಭುವನೇಶ್ವರಿದೇವಿ ಅಂಬಾರಿ ಉತ್ಸವದಲ್ಲಿ ಗೊಂಬೆ ಕುಣಿತ ಗಮನ ಸೆಳೆದವು. (340, 416, 671, 443)
registration-marks-left (135, 2354, 204, 2368)
divider (43, 581, 318, 583)
sidebar-headline-2: ವಿವಿಧ ಕಾಮಗಾರಿಗಳಿಗೆ ಭೂಮಿಪೂಜೆ ಇಂದು (44, 589, 318, 612)
main-story-col2: ಆರ್‌ಎಸ್‌ಎಸ್ ಸಂಸ್ಥಾಪಕ ಡಾ. ಕೇಶವ ಬಲಿರಾಮ ಹೆಡಗೇವಾರ 1925ರ ವಿಜಯದಶಮಿಯಂದು ನಾಗಪುರದಲ್ಲಿ ಸಂಘ ಸ್ಥಾಪಿಸಿದರು. ಅಂದಿನಿಂದ ಇಂದಿನವರೆಗೆ ವ್ಯಕ್ತಿ ನಿರ್ಮಾಣದ ಮೂಲಕ ರಾಷ್ಟ್ರ ನಿರ್ಮಾಣ ಸಂಘದ ಗುರಿಯಾಗಿದೆ. ಇಂದು ದೇಶದ ಮೂಲೆ ಮೂಲೆಯಲ್ಲೂ ಶಾಖೆಗಳು ನಡೆಯುತ್ತಿವೆ. ಸ್ವಯಂಸೇವಕರು ಪ್ರತಿನಿತ್ಯ ಶಾಖೆಗೆ ಹಾಜರಾಗಿ ದೈಹಿಕ, ಬೌದ್ಧಿಕ ಶಿಕ್ಷಣ ಪಡೆಯುತ್ತಾರೆ. ಪಂಚ ಪರಿವರ್ತನೆಯ ಸಂಕಲ್ಪದೊಂದಿಗೆ ಸಮಾಜದಲ್ಲಿ ಸಾಮರಸ್ಯ, ಕುಟುಂಬ ಪ್ರಬೋಧನ, ಪರಿಸರ ಸಂರಕ್ಷಣೆ, ಸ್ವದೇಶಿ ಜೀವನ ಹಾಗೂ ನಾಗರಿಕ ಕರ್ತವ್ಯಗಳ ಬಗ್ಗೆ ಜಾಗೃತಿ ಮೂಡಿಸಲಾಗುತ್ತಿದೆ ಎಂದರು. (593, 926, 829, 1072)
photo-caption-right: ಬೀಳಗಿ: ಕುಂದರಗಿ ಸುರಗಿರಿ ಬೆಟ್ಟದಲ್ಲಿ ಭುವನೇಶ್ವರಿದೇವಿ ಅಂಬಾರಿ ಉತ್ಸವದಲ್ಲಿ ಮಹಿಳೆಯರು ಧರಿಸಿದ ನವದುರ್ಗೆಯರ ವೇಷ ಭೂಷಣಗಳು ಗಮನ ಸೆಳೆದವು. (1131, 398, 1459, 425)
sidebar-header (43, 155, 318, 219)
article-body: ರಾಜ್ಯ ಹಿಂದುಳಿದ ವರ್ಗಗಳ ಆಯೋಗದ ಶೈಕ್ಷಣಿಕ ಹಾಗೂ ಸಾಮಾಜಿಕ ಸಮೀಕ್ಷೆಯಲ್ಲಿ ಜಿಲ್ಲೆಯಲ್ಲಿ ಮುಧೋಳ ತಾಲೂಕು ಶೇ. 93.05 ಸಮೀಕ್ಷೆಯನ್ನು ನಿರ್ವಹಿಸಿ ಜಿಲ್ಲೆಯಲ್ಲಿ ಪ್ರಥಮ ಸ್ಥಾನ ಪಡೆದುಕೊಂಡಿದೆ ಎಂದು ಜಿಲ್ಲಾ ಉಸ್ತುವಾರಿ ಸಚಿವ ಆರ್.ಬಿ.ತಿಮ್ಮಾಪೂರ ತಿಳಿಸಿದ್ದಾರೆ. ನಗರದಲ್ಲಿ ಸಮೀಕ್ಷೆ ಕಾರ್ಯದಲ್ಲಿ ತೊಡಗಿದ್ದ ಶಿಕ್ಷಕರು, ಅಧಿಕಾರಿಗಳ ಸಹಕಾರ ಸ್ಮರಣೀಯ ಎಂದು ಶ್ಲಾಘಿಸಿದ್ದಾರೆ. (43, 975, 215, 1121)
section-rule (43, 1883, 1016, 1887)
divider (334, 507, 1503, 508)
registration-marks-right (1342, 2354, 1411, 2368)
medical-col2: ಗ್ರಾಮೀಣ ಭಾಗದ ಬಡ ರೋಗಿಗಳಿಗೆ ರಿಯಾಯಿತಿ ದರದಲ್ಲಿ ಚಿಕಿತ್ಸೆ ನೀಡಲಾಗುವುದು. ಸರ್ಕಾರದ ಆರೋಗ್ಯ ಯೋಜನೆಗಳ ಸೌಲಭ್ಯವನ್ನೂ ಕಲ್ಪಿಸಲಾಗಿದೆ. 250 ಹಾಸಿಗೆಗಳ ಸುಸಜ್ಜಿತ ವ್ಯವಸ್ಥೆ ಹೊಂದಿದ್ದು, ನುರಿತ ತಜ್ಞ ವೈದ್ಯರು ಸೇವೆ ಸಲ್ಲಿಸಲಿದ್ದಾರೆ ಎಂದು ಸಂಘದ ಕಾರ್ಯಾಧ್ಯಕ್ಷರು ತಿಳಿಸಿದರು. (274, 2132, 515, 2211)
article-body: ಸಮಾಜದಲ್ಲಿ ಸ್ವಾಸ್ಥ್ಯ ಹಾಗೂ ಸಮೃದ್ಧಿ ಮೂಡಿಸುವುದೇ ಶಿಕ್ಷಣದ ಮೂಲ ಉದ್ದೇಶವಾಗಿದೆ. ವಿದ್ಯಾರ್ಥಿಗಳು ಬದುಕಿನ ಮೌಲ್ಯಗಳನ್ನು ಅರಿತು ಸಮಾಜಕ್ಕೆ ಮಾದರಿಯಾಗಬೇಕು ಎಂದು ಹಿರಿಯ ಶಿಕ್ಷಣ ತಜ್ಞರು ಹೇಳಿದರು. ಪಟ್ಟಣದ ಶಿಕ್ಷಣ ಸಂಸ್ಥೆಯ ವಾರ್ಷಿಕೋತ್ಸವ ಕಾರ್ಯಕ್ರಮದಲ್ಲಿ ಮಾತನಾಡಿದ ಅವರು, ಗುರು ಶಿಷ್ಯ ಪರಂಪರೆ ನಮ್ಮ ದೇಶದ ಹೆಮ್ಮೆ. (1034, 1936, 1178, 2099)
corruption-col1 (1097, 553, 1293, 1002)
drugs-story (763, 1206, 1500, 1529)
dateline: ಬೀಳಗಿ: (56, 645, 83, 658)
dateline: ಬೀಳಗಿ: (358, 1254, 385, 1267)
dateline: ಹುನಗುಂದ: (776, 1260, 819, 1272)
article-body: ಸಾಮಾಜಿಕ ನ್ಯಾಯ ಮತ್ತು ಸಬಲೀಕರಣ ಮಂತ್ರಾಲಯ ನವದೆಹಲಿ, ಬಾಗಲಕೋಟೆ ವಿಶ್ವವಿದ್ಯಾಲಯ ಹಾಗೂ ಹಿರಿಯ ನಾಗರಿಕರ ಸಂಘಟನೆ ಸಹಯೋಗದಲ್ಲಿ ನಗರದಲ್ಲಿ ನಶಾ ಮುಕ್ತ ಭಾರತ ಅಭಿಯಾನಕ್ಕೆ ಚಾಲನೆ ನೀಡಲಾಯಿತು. ಅಭಿಯಾನಕ್ಕೆ ಚಾಲನೆ ನೀಡಿ ಮಾತನಾಡಿದ ಅತಿಥಿಗಳು, ಯುವಜನತೆ ಮಾದಕ ವಸ್ತುಗಳ ದಾಸರಾಗದೆ ಆರೋಗ್ಯಕರ ಜೀವನ ನಡೆಸಬೇಕು. ಮಾದಕ ವ್ಯಸನದಿಂದ ಕುಟುಂಬ, ಸಮಾಜ ಹಾಗೂ ದೇಶಕ್ಕೆ ಹಾನಿಯಾಗುತ್ತದೆ ಎಂದರು. (763, 1260, 930, 1439)
section-label: ಕಿರುಸುದ್ದಿ (130, 178, 193, 204)
divider (334, 1200, 1503, 1202)
kumbara-headline: ಕುಂಬಾರ ದುಂಡಯ್ಯ ಸಮುದಾಯ ಭವನ ಉದ್ಘಾಟನೆ (865, 1539, 1397, 1577)
